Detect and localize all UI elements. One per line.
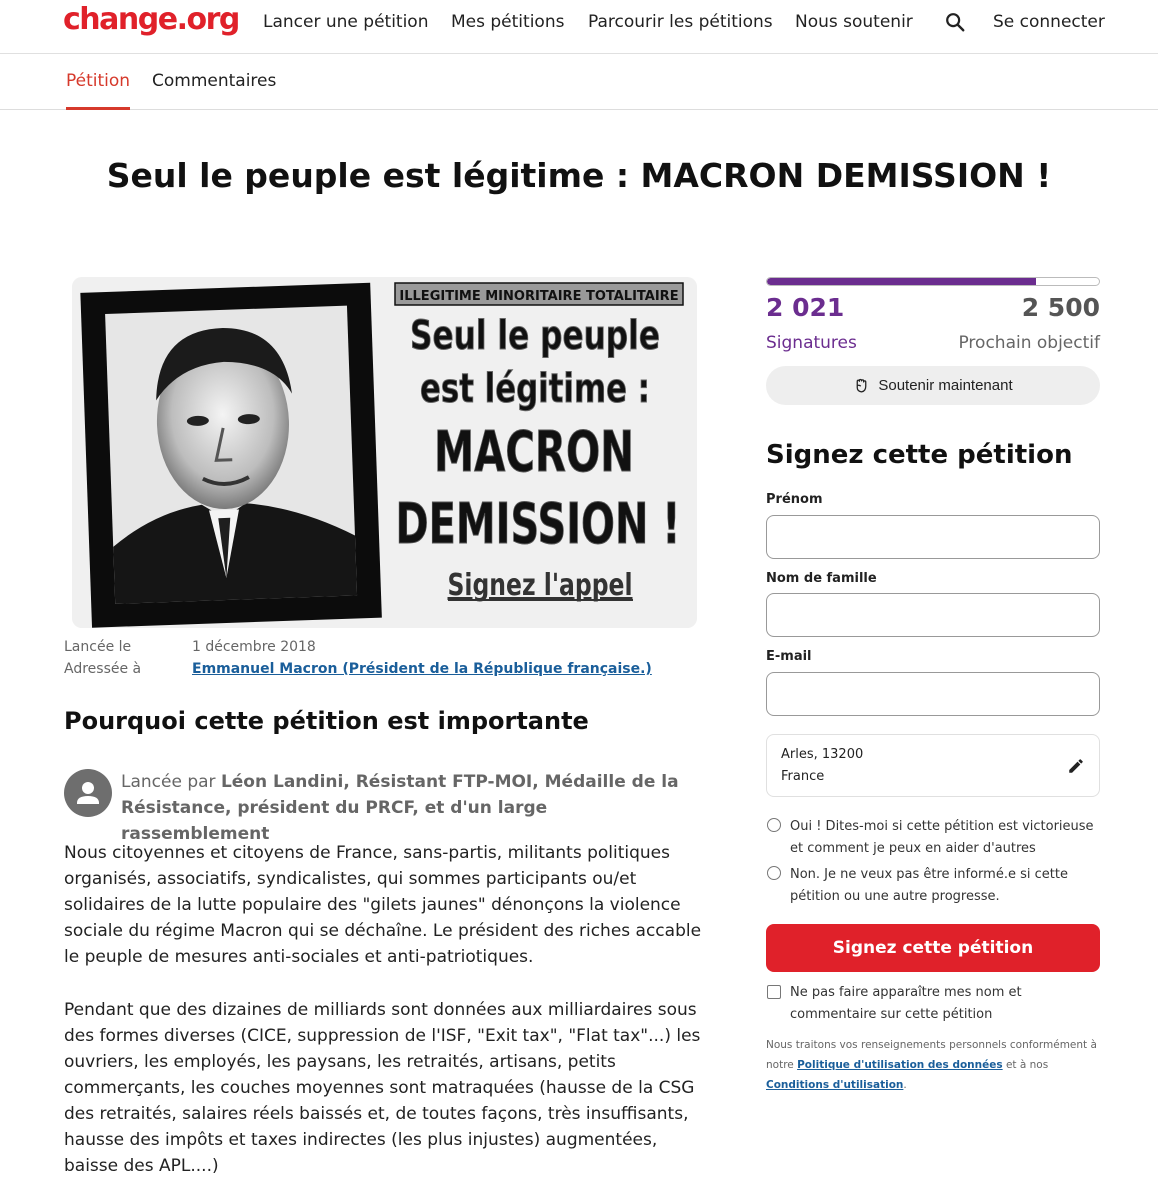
poster-line-2: est légitime : [420,366,650,412]
top-navigation [0,0,1158,54]
avatar [64,769,112,817]
nav-support-us[interactable]: Nous soutenir [795,12,913,32]
privacy-policy-link[interactable]: Politique d'utilisation des données [797,1059,1003,1071]
sign-petition-button[interactable]: Signez cette pétition [766,924,1100,972]
first-name-label: Prénom [766,492,823,507]
petition-tabs [0,54,1158,110]
petition-title: Seul le peuple est légitime : MACRON DEMISSION ! [106,156,1052,195]
poster-line-1: Seul le peuple [410,313,660,359]
privacy-mid: et à nos [1005,1059,1049,1071]
poster-banner-text: ILLEGITIME MINORITAIRE TOTALITAIRE [399,289,679,304]
change-org-logo[interactable]: change.org [63,2,239,37]
first-name-field[interactable] [766,515,1100,559]
poster-line-5: Signez l'appel [447,568,633,603]
opt-in-yes-radio[interactable] [767,818,781,832]
signatures-label: Signatures [766,333,857,353]
petition-paragraph: Nous citoyennes et citoyens de France, sans-partis, militants politiques organisés, associatifs, syndicalistes, qui sommes participants ou/et solidaires de la lutte populaire des "gilets jaunes" dénonçons la violence sociale du régime Macron qui se déchaîne. Le président des riches accable le peuple de mesures anti-sociales et anti-patriotiques. [64,843,702,967]
privacy-prefix: Nous traitons vos renseignements personnels conformément à notre [766,1039,1097,1071]
poster-line-3: MACRON [434,420,634,485]
opt-in-yes-label: Oui ! Dites-moi si cette pétition est victorieuse et comment je peux en aider d'autres [790,819,1094,856]
sign-form-heading: Signez cette pétition [766,440,1073,470]
support-now-label: Soutenir maintenant [878,377,1013,394]
progress-fill [767,278,1036,285]
starter-name: Léon Landini, Résistant FTP-MOI, Médaille de la Résistance, président du PRCF, et d'un large rassemblement [121,772,679,844]
hide-name-label: Ne pas faire apparaître mes nom et commentaire sur cette pétition [790,985,1022,1022]
goal-label: Prochain objectif [958,333,1100,353]
fist-icon [853,377,870,394]
starter-prefix: Lancée par [121,772,216,792]
email-label: E-mail [766,649,812,664]
tab-comments[interactable]: Commentaires [152,71,277,91]
last-name-label: Nom de famille [766,571,877,586]
signature-progress-bar [766,277,1100,286]
opt-in-no-option[interactable] [766,864,1100,908]
nav-start-petition[interactable]: Lancer une pétition [263,12,429,32]
location-city: Arles, 13200 [781,747,864,762]
privacy-notice [766,1035,1100,1095]
poster-line-4: DEMISSION ! [395,492,681,557]
petition-paragraph: Pendant que des dizaines de milliards sont données aux milliardaires sous des formes diverses (CICE, suppression de l'ISF, "Exit tax", "Flat tax"...) les ouvriers, les employés, les paysans, les retraités, artisans, petits commerçants, les couches moyennes sont matraquées (hausse de la CSG des retraités, salaires réels baissés et, de toutes façons, très insuffisants, hausse des impôts et taxes indirectes (les plus injustes) augmentées, baisse des APL....) [64,1000,701,1176]
location-field[interactable] [766,734,1100,797]
location-country: France [781,769,825,784]
support-now-button[interactable] [766,366,1100,405]
petition-starter [121,769,681,847]
opt-in-no-radio[interactable] [767,866,781,880]
opt-in-yes-option[interactable] [766,816,1100,860]
petition-poster [72,277,697,628]
petition-image [72,277,697,628]
privacy-suffix: . [903,1079,907,1091]
hide-name-checkbox[interactable] [767,985,781,999]
user-icon [64,769,112,817]
edit-pencil-icon[interactable] [1067,757,1085,775]
terms-link[interactable]: Conditions d'utilisation [766,1079,904,1091]
last-name-field[interactable] [766,593,1100,637]
active-tab-indicator [66,107,130,110]
decision-maker-link[interactable]: Emmanuel Macron (Président de la République française.) [192,661,652,677]
email-field[interactable] [766,672,1100,716]
why-heading: Pourquoi cette pétition est importante [64,707,589,735]
nav-my-petitions[interactable]: Mes pétitions [451,12,565,32]
signature-count: 2 021 [766,293,845,322]
addressed-label: Adressée à [64,661,142,677]
tab-petition[interactable]: Pétition [66,71,131,91]
opt-in-no-label: Non. Je ne veux pas être informé.e si cette pétition ou une autre progresse. [790,867,1068,904]
search-icon[interactable] [944,11,966,33]
nav-browse-petitions[interactable]: Parcourir les pétitions [588,12,773,32]
goal-count: 2 500 [1021,293,1100,322]
launched-date: 1 décembre 2018 [192,639,316,655]
launched-label: Lancée le [64,639,132,655]
login-link[interactable]: Se connecter [993,12,1105,32]
